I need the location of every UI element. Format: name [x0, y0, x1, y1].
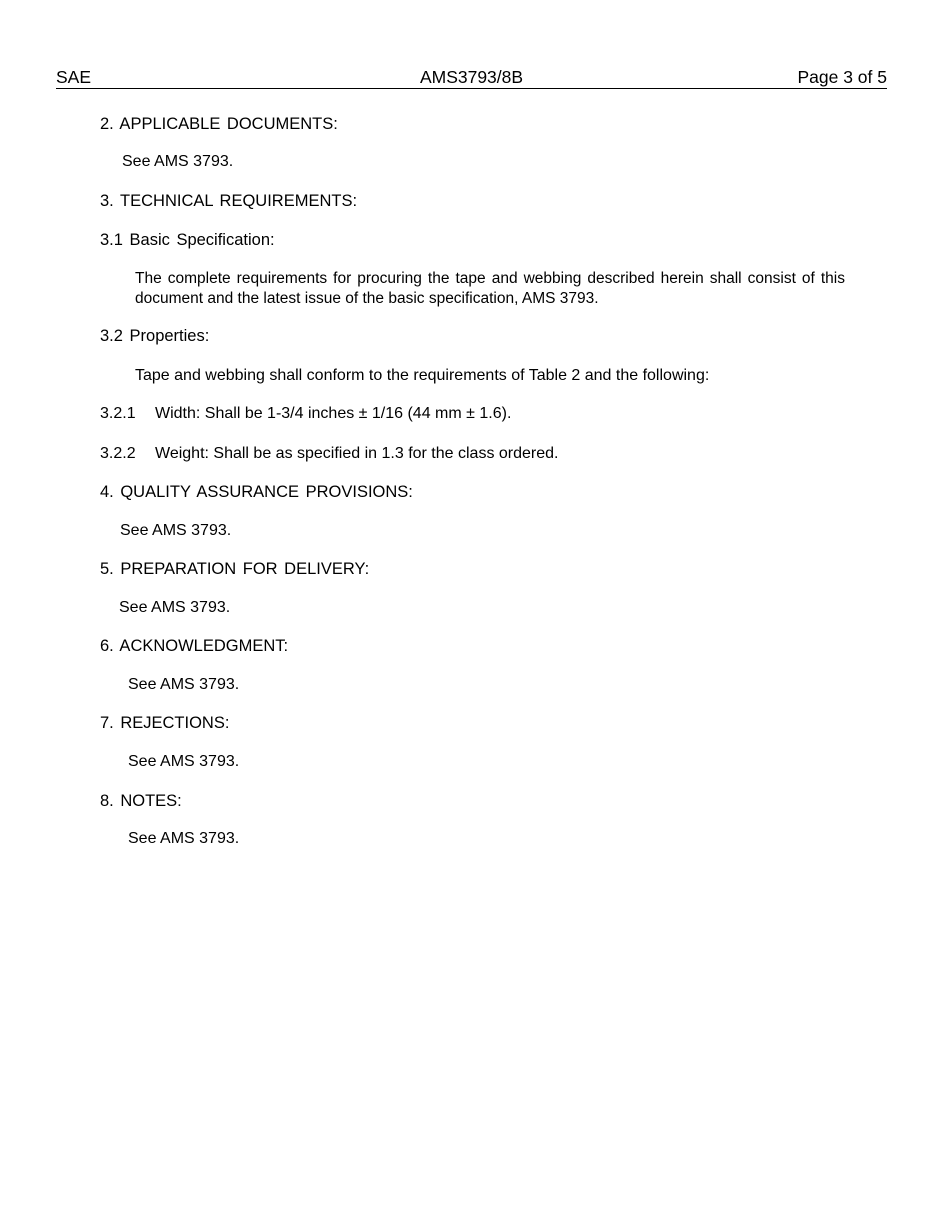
section-6-text: See AMS 3793.: [128, 676, 240, 693]
header-org: SAE: [56, 67, 92, 87]
section-3-2-2: [100, 444, 558, 464]
section-8-text: See AMS 3793.: [128, 830, 240, 847]
header-doc-number: AMS3793/8B: [419, 67, 524, 87]
section-3-heading: 3. TECHNICAL REQUIREMENTS:: [100, 192, 358, 210]
section-3-2-2-number: 3.2.2: [100, 445, 136, 462]
section-4-text: See AMS 3793.: [120, 522, 232, 539]
section-3-2-2-text: Weight: Shall be as specified in 1.3 for the class ordered.: [155, 445, 559, 462]
section-6-heading: 6. ACKNOWLEDGMENT:: [100, 637, 289, 655]
page-header: [56, 66, 887, 89]
section-3-2-1-text: Width: Shall be 1-3/4 inches ± 1/16 (44 mm ± 1.6).: [155, 405, 512, 422]
section-5-heading: 5. PREPARATION FOR DELIVERY:: [100, 560, 370, 578]
section-7-text: See AMS 3793.: [128, 753, 240, 770]
section-3-1-heading: 3.1 Basic Specification:: [100, 231, 275, 249]
section-3-2-1: [100, 404, 511, 424]
section-4-heading: 4. QUALITY ASSURANCE PROVISIONS:: [100, 483, 413, 501]
section-8-heading: 8. NOTES:: [100, 792, 182, 810]
section-2-text: See AMS 3793.: [122, 153, 234, 170]
section-3-2-1-number: 3.2.1: [100, 405, 136, 422]
section-3-1-text: The complete requirements for procuring the tape and webbing described herein shall consist of this document and the latest issue of the basic specification, AMS 3793.: [135, 270, 845, 307]
header-page-number: Page 3 of 5: [797, 67, 887, 87]
section-3-2-heading: 3.2 Properties:: [100, 327, 210, 345]
section-3-2-text: Tape and webbing shall conform to the requirements of Table 2 and the following:: [135, 367, 710, 384]
section-7-heading: 7. REJECTIONS:: [100, 714, 230, 732]
section-2-heading: 2. APPLICABLE DOCUMENTS:: [100, 115, 338, 133]
section-5-text: See AMS 3793.: [119, 599, 231, 616]
